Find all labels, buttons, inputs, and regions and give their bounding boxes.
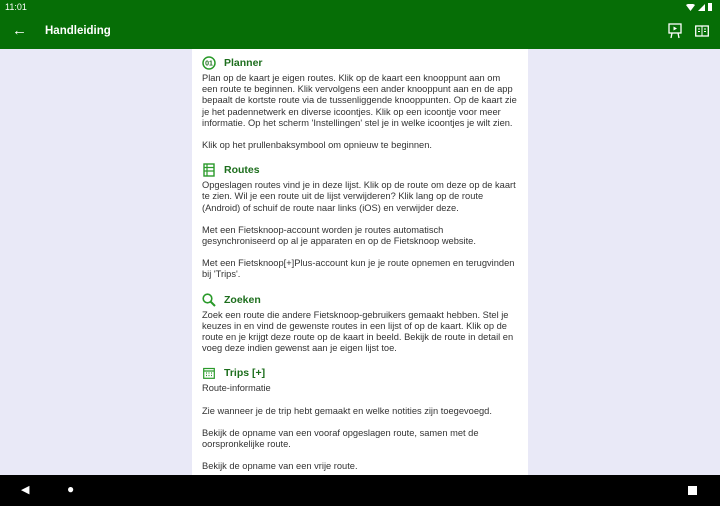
paragraph: Klik op het prullenbaksymbool om opnieuw te beginnen.: [202, 140, 432, 151]
manual-content[interactable]: [192, 49, 528, 475]
status-bar: [0, 0, 720, 14]
signal-icon: [698, 4, 705, 11]
paragraph: Zoek een route die andere Fietsknoop-gebruikers gemaakt hebben. Stel je keuzes in en vind de gewenste routes in een lijst of op de kaart. Klik op de route en je krijgt deze route op de kaart in beeld. Bekijk de route in detail en voeg deze indien gewenst aan je eigen lijst toe.: [202, 309, 514, 354]
page-title: Handleiding: [45, 25, 111, 37]
svg-text:01: 01: [205, 60, 213, 68]
calendar-icon: [202, 366, 216, 380]
section-planner: [202, 55, 518, 151]
paragraph: Plan op de kaart je eigen routes. Klik op de kaart een knooppunt aan om een route te beginnen. Klik vervolgens een ander knooppunt aan en de app bepaalt de kortste route via de tussenliggende knooppunten. Op de kaart zie je het padennetwerk en diverse icoontjes. Klik op een icoontje voor meer informatie. Op het scherm 'Instellingen' stel je in welke icoontjes je wilt zien.: [202, 73, 517, 128]
section-title: Zoeken: [224, 293, 261, 306]
navigation-bar: [0, 475, 720, 506]
paragraph: Bekijk de opname van een vooraf opgeslagen route, samen met de oorspronkelijke route.: [202, 427, 479, 450]
section-zoeken: [202, 292, 518, 355]
back-nav-icon[interactable]: ◀: [21, 484, 30, 496]
home-nav-icon[interactable]: ●: [67, 482, 75, 496]
paragraph: Bekijk de opname van een vrije route.: [202, 461, 358, 472]
paragraph: Met een Fietsknoop-account worden je routes automatisch gesynchroniseerd op al je apparaten en op de Fietsknoop website.: [202, 224, 476, 247]
paragraph: Met een Fietsknoop[+]Plus-account kun je je route opnemen en terugvinden bij 'Trips'.: [202, 258, 515, 280]
back-arrow-icon[interactable]: ←: [12, 22, 27, 39]
section-title: Planner: [224, 57, 263, 69]
presentation-icon[interactable]: [668, 23, 682, 39]
recents-nav-icon[interactable]: [688, 486, 697, 495]
status-icons: [686, 3, 712, 11]
battery-icon: [708, 3, 712, 11]
paragraph: Route-informatie: [202, 383, 271, 394]
book-icon[interactable]: [695, 25, 709, 37]
paragraph: Zie wanneer je de trip hebt gemaakt en welke notities zijn toegevoegd.: [202, 405, 492, 416]
section-title: Routes: [224, 164, 260, 177]
number-01-icon: [202, 56, 216, 70]
section-title: Trips [+]: [224, 367, 266, 380]
list-icon: [202, 163, 216, 177]
paragraph: Opgeslagen routes vind je in deze lijst. Klik op de route om deze op de kaart te zien. Wil je een route uit de lijst verwijderen? Klik lang op de route (Android) of schuif de route naar links (iOS) en verwijder deze.: [202, 180, 516, 213]
section-trips: [202, 365, 518, 472]
section-routes: [202, 162, 518, 280]
clock: 11:01: [5, 2, 27, 12]
wifi-icon: [686, 4, 695, 11]
search-icon: [202, 293, 216, 307]
app-bar: [0, 14, 720, 49]
